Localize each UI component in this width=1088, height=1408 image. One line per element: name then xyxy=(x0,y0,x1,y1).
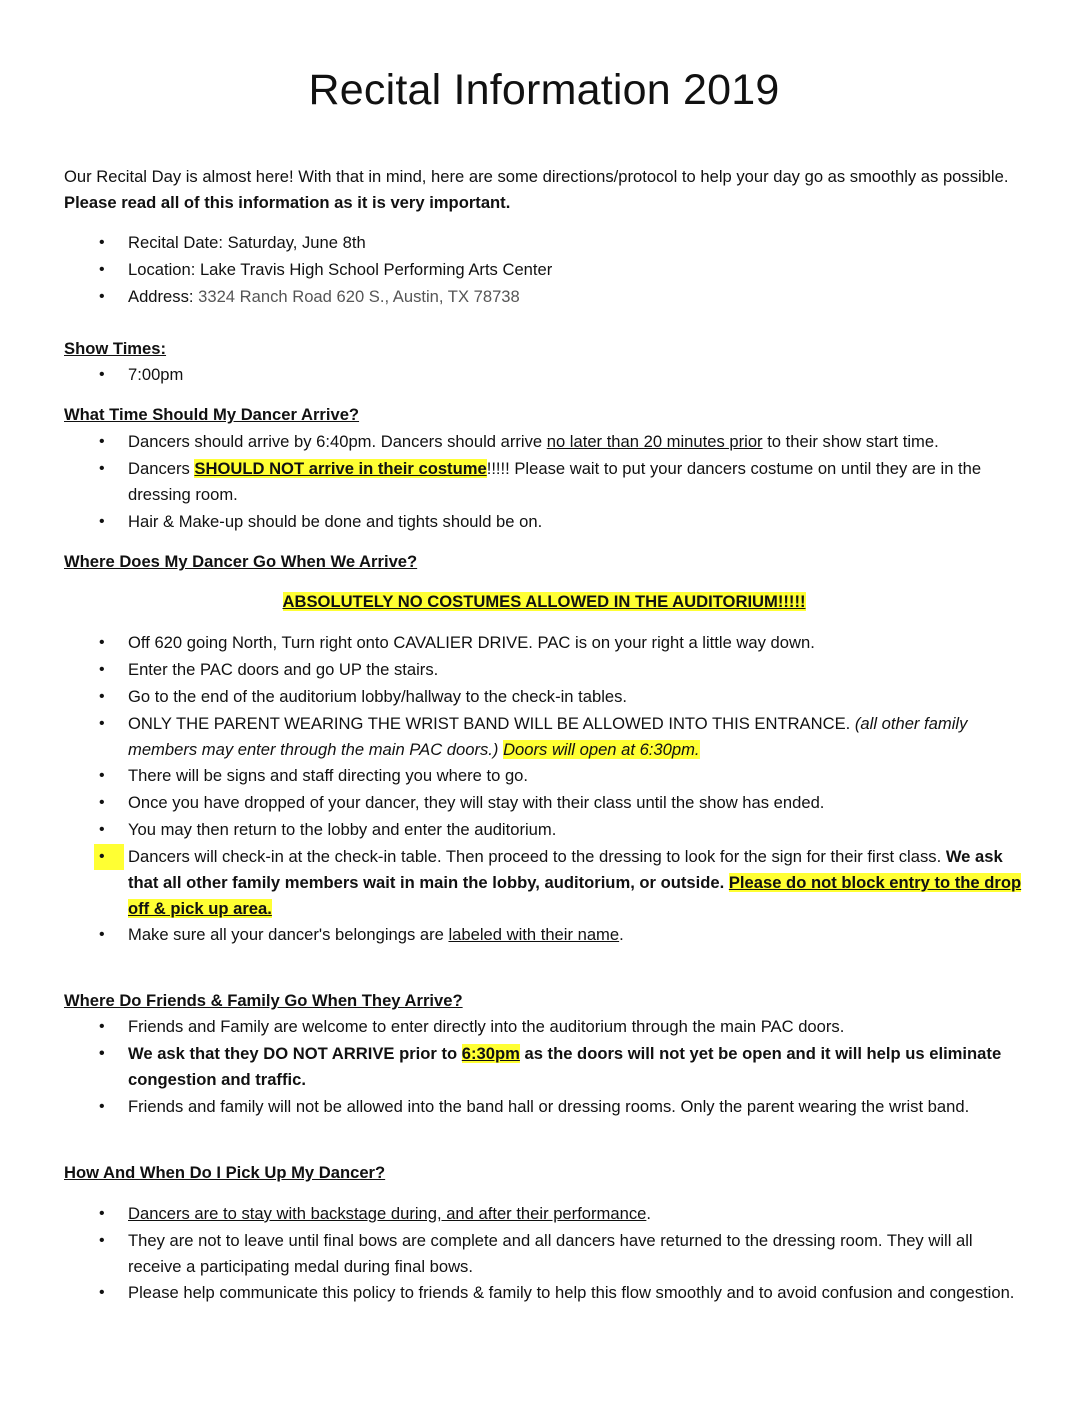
list-item xyxy=(99,429,1028,455)
bullet-icon: • xyxy=(99,460,105,477)
text-segment: Dancers xyxy=(128,459,195,478)
list-item xyxy=(99,1201,1028,1227)
text-segment: as the doors will not yet be open and it will help us eliminate congestion and traffic. xyxy=(128,1044,1002,1089)
text-segment: Enter the PAC doors and go UP the stairs. xyxy=(128,660,439,679)
list-item xyxy=(99,1041,1028,1093)
bullet-icon: • xyxy=(99,767,105,784)
text-segment: Dancers should arrive by 6:40pm. Dancers should arrive xyxy=(128,432,547,451)
list-item xyxy=(99,1280,1028,1306)
friends-heading: Where Do Friends & Family Go When They Arrive? xyxy=(64,991,463,1010)
underlined-text: labeled with their name xyxy=(448,925,620,944)
list-item xyxy=(99,362,1028,388)
list-item xyxy=(99,844,1028,922)
page-title: Recital Information 2019 xyxy=(308,66,780,114)
highlighted-text: 6:30pm xyxy=(461,1044,520,1063)
bullet-icon: • xyxy=(99,366,105,383)
recital-date: Recital Date: Saturday, June 8th xyxy=(128,233,366,252)
arrive-heading: What Time Should My Dancer Arrive? xyxy=(64,405,360,424)
bullet-icon: • xyxy=(99,1232,105,1249)
bullet-icon: • xyxy=(99,821,105,838)
list-item xyxy=(99,284,1028,310)
intro-paragraph xyxy=(64,164,1028,216)
no-costumes-notice xyxy=(0,589,1088,615)
italic-text: (all other family members may enter through the main PAC doors.) xyxy=(128,714,968,759)
underlined-text: Dancers are to stay with backstage during, and after their performance xyxy=(128,1204,647,1223)
list-item xyxy=(99,922,1028,948)
text-segment: You may then return to the lobby and enter the auditorium. xyxy=(128,820,557,839)
bullet-icon: • xyxy=(99,926,105,943)
underlined-text: no later than 20 minutes prior xyxy=(546,432,763,451)
bullet-icon: • xyxy=(99,1098,105,1115)
bullet-icon: • xyxy=(99,848,105,865)
list-item xyxy=(99,456,1028,508)
text-segment: to their show start time. xyxy=(762,432,939,451)
bullet-icon: • xyxy=(99,433,105,450)
text-segment: . xyxy=(619,925,624,944)
text-segment: Once you have dropped of your dancer, they will stay with their class until the show has ended. xyxy=(128,793,825,812)
bullet-icon: • xyxy=(99,715,105,732)
show-times-heading: Show Times: xyxy=(64,339,167,358)
text-segment: Make sure all your dancer's belongings are xyxy=(128,925,449,944)
bullet-icon: • xyxy=(99,634,105,651)
bullet-icon: • xyxy=(99,1284,105,1301)
bullet-icon: • xyxy=(99,661,105,678)
bullet-icon: • xyxy=(99,688,105,705)
text-segment: Please help communicate this policy to friends & family to help this flow smoothly and to avoid confusion and congestion. xyxy=(128,1283,1015,1302)
intro-bold-text: Please read all of this information as it is very important. xyxy=(64,193,511,212)
text-segment: . xyxy=(646,1204,651,1223)
text-segment: Friends and Family are welcome to enter directly into the auditorium through the main PAC doors. xyxy=(128,1017,845,1036)
list-item xyxy=(99,509,1028,535)
list-item xyxy=(99,684,1028,710)
bullet-icon: • xyxy=(99,1205,105,1222)
list-item xyxy=(99,257,1028,283)
bullet-icon: • xyxy=(99,234,105,251)
notice-text: ABSOLUTELY NO COSTUMES ALLOWED IN THE AUDITORIUM!!!!! xyxy=(282,592,806,611)
bullet-icon: • xyxy=(99,1018,105,1035)
text-segment: Hair & Make-up should be done and tights should be on. xyxy=(128,512,543,531)
list-item xyxy=(99,763,1028,789)
list-item xyxy=(99,230,1028,256)
pickup-heading: How And When Do I Pick Up My Dancer? xyxy=(64,1163,386,1182)
address-value: 3324 Ranch Road 620 S., Austin, TX 78738 xyxy=(198,287,520,306)
intro-text: Our Recital Day is almost here! With that in mind, here are some directions/protocol to help your day go as smoothly as possible. xyxy=(64,167,1009,186)
bullet-icon: • xyxy=(99,261,105,278)
bullet-icon: • xyxy=(99,794,105,811)
text-segment: ONLY THE PARENT WEARING THE WRIST BAND WILL BE ALLOWED INTO THIS ENTRANCE. xyxy=(128,714,855,733)
list-item xyxy=(99,657,1028,683)
where-heading: Where Does My Dancer Go When We Arrive? xyxy=(64,552,418,571)
highlighted-text: Doors will open at 6:30pm. xyxy=(503,740,700,759)
bullet-icon: • xyxy=(99,513,105,530)
list-item xyxy=(99,1228,1028,1280)
text-segment: !!!!! Please wait to put your dancers costume on until they are in the dressing room. xyxy=(128,459,982,504)
recital-location: Location: Lake Travis High School Performing Arts Center xyxy=(128,260,553,279)
text-segment: Friends and family will not be allowed into the band hall or dressing rooms. Only the parent wearing the wrist band. xyxy=(128,1097,970,1116)
text-segment: Dancers will check-in at the check-in table. Then proceed to the dressing to look for the sign for their first class. xyxy=(128,847,942,866)
text-segment: There will be signs and staff directing you where to go. xyxy=(128,766,529,785)
list-item xyxy=(99,817,1028,843)
list-item xyxy=(99,1014,1028,1040)
text-segment: They are not to leave until final bows are complete and all dancers have returned to the dressing room. They will all receive a participating medal during final bows. xyxy=(128,1231,973,1276)
bold-text: We ask that all other family members wait in main the lobby, auditorium, or outside. xyxy=(128,847,1003,892)
highlighted-text: Please do not block entry to the drop off & pick up area. xyxy=(128,873,1022,918)
show-time: 7:00pm xyxy=(128,365,184,384)
text-segment: Go to the end of the auditorium lobby/hallway to the check-in tables. xyxy=(128,687,628,706)
address-label: Address: xyxy=(128,287,194,306)
text-segment: We ask that they DO NOT ARRIVE prior to xyxy=(128,1044,462,1063)
list-item xyxy=(99,630,1028,656)
highlighted-text: SHOULD NOT arrive in their costume xyxy=(194,459,487,478)
bullet-icon: • xyxy=(99,288,105,305)
list-item xyxy=(99,1094,1028,1120)
list-item xyxy=(99,711,1028,763)
bullet-icon: • xyxy=(99,1045,105,1062)
list-item xyxy=(99,790,1028,816)
text-segment: Off 620 going North, Turn right onto CAVALIER DRIVE. PAC is on your right a little way down. xyxy=(128,633,815,652)
